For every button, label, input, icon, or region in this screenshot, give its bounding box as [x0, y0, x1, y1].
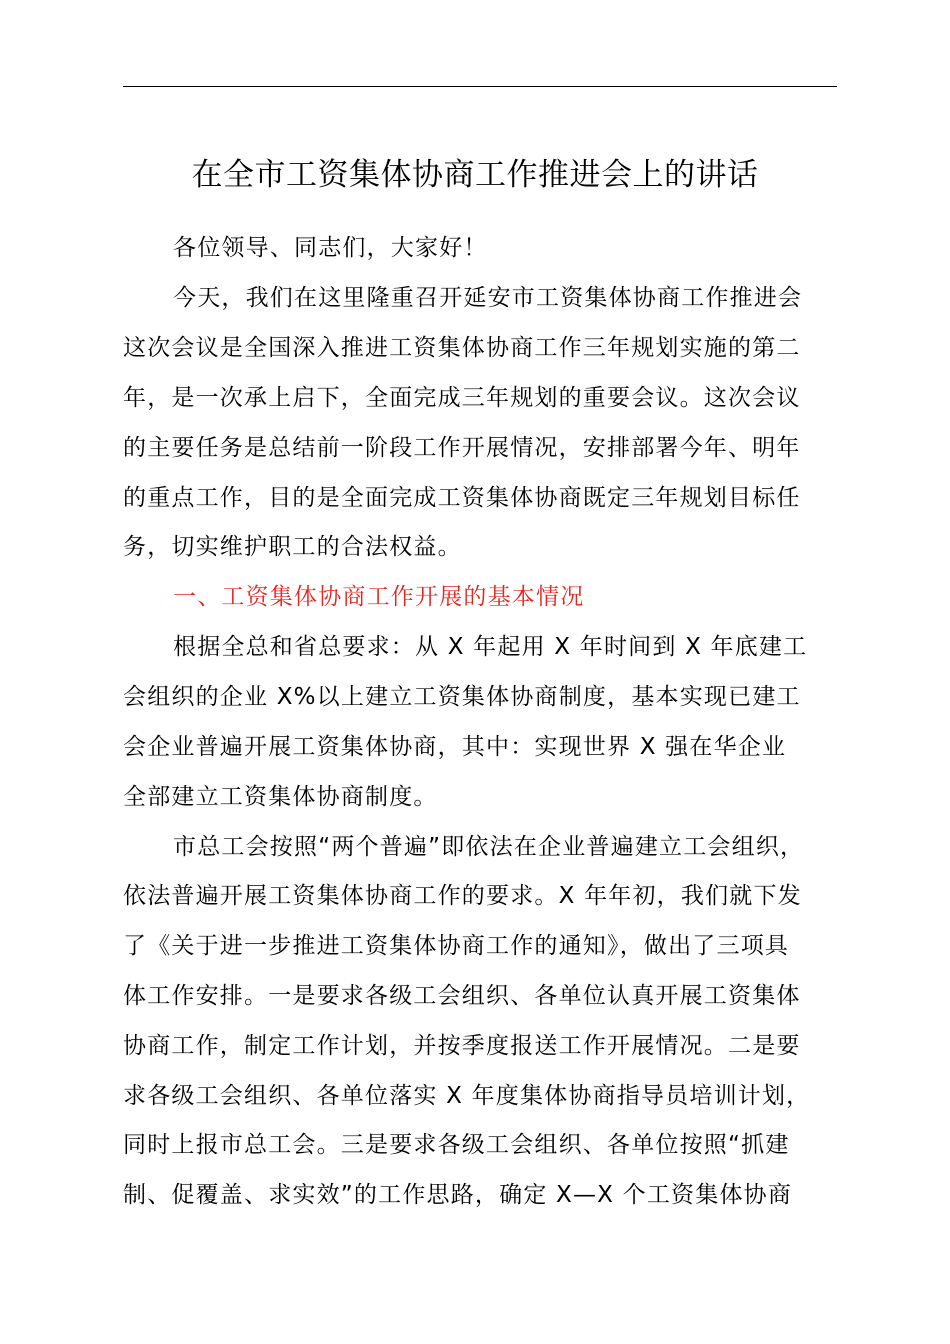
paragraph-1-line: 这次会议是全国深入推进工资集体协商工作三年规划实施的第二 — [123, 335, 801, 361]
header-rule — [123, 86, 837, 87]
greeting: 各位领导、同志们，大家好！ — [173, 235, 488, 261]
paragraph-1-line: 务，切实维护职工的合法权益。 — [123, 534, 462, 560]
paragraph-3-line: 求各级工会组织、各单位落实 X 年度集体协商指导员培训计划， — [123, 1083, 811, 1109]
paragraph-2-line: 会组织的企业 X%以上建立工资集体协商制度，基本实现已建工 — [123, 684, 801, 710]
paragraph-3-line: 依法普遍开展工资集体协商工作的要求。X 年年初，我们就下发 — [123, 883, 802, 909]
paragraph-2-line: 根据全总和省总要求：从 X 年起用 X 年时间到 X 年底建工 — [173, 634, 808, 660]
document-title: 在全市工资集体协商工作推进会上的讲话 — [191, 157, 759, 193]
paragraph-2-line: 会企业普遍开展工资集体协商，其中：实现世界 X 强在华企业 — [123, 734, 787, 760]
paragraph-1-line: 的主要任务是总结前一阶段工作开展情况，安排部署今年、明年 — [123, 435, 801, 461]
paragraph-1-line: 年，是一次承上启下，全面完成三年规划的重要会议。这次会议 — [123, 385, 801, 411]
paragraph-3-line: 市总工会按照“两个普遍”即依法在企业普遍建立工会组织， — [173, 834, 805, 860]
paragraph-3-line: 制、促覆盖、求实效”的工作思路，确定 X—X 个工资集体协商 — [123, 1182, 793, 1208]
paragraph-3-line: 协商工作，制定工作计划，并按季度报送工作开展情况。二是要 — [123, 1033, 801, 1059]
paragraph-3-line: 了《关于进一步推进工资集体协商工作的通知》，做出了三项具 — [123, 933, 790, 959]
paragraph-3-line: 同时上报市总工会。三是要求各级工会组织、各单位按照“抓建 — [123, 1132, 790, 1158]
paragraph-2-line: 全部建立工资集体协商制度。 — [123, 784, 438, 810]
paragraph-1-line: 的重点工作，目的是全面完成工资集体协商既定三年规划目标任 — [123, 485, 801, 511]
paragraph-1-line: 今天，我们在这里隆重召开延安市工资集体协商工作推进会 — [173, 285, 803, 311]
paragraph-3-line: 体工作安排。一是要求各级工会组织、各单位认真开展工资集体 — [123, 983, 801, 1009]
section-heading: 一、工资集体协商工作开展的基本情况 — [173, 584, 585, 610]
